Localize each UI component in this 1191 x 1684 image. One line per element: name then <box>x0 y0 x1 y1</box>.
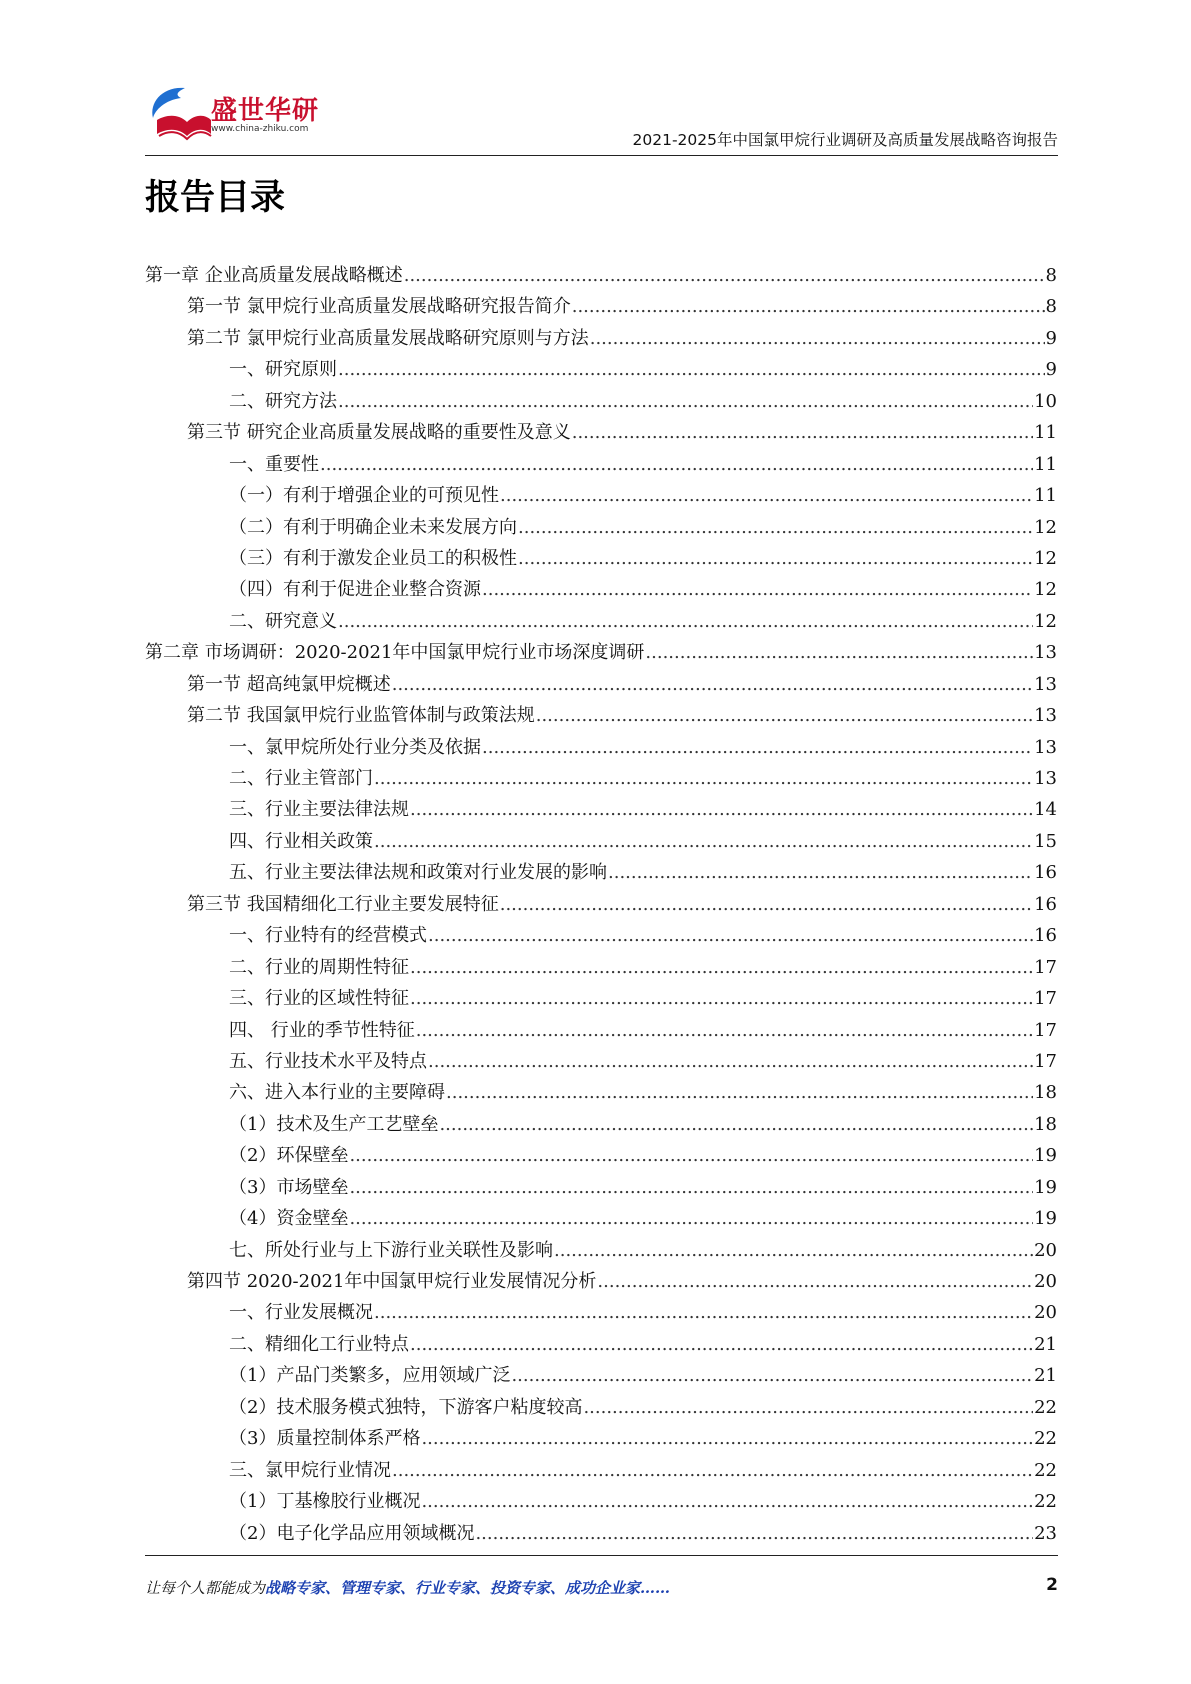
toc-dot-leader <box>590 323 1045 354</box>
toc-entry[interactable] <box>145 669 1057 700</box>
logo-name: 盛世华研 <box>211 96 320 126</box>
toc-dot-leader <box>374 763 1033 794</box>
toc-entry-label: 第三节 我国精细化工行业主要发展特征 <box>187 893 499 915</box>
toc-entry-label: 第二节 氯甲烷行业高质量发展战略研究原则与方法 <box>187 327 589 349</box>
toc-entry[interactable] <box>145 732 1057 763</box>
company-logo <box>145 84 320 144</box>
toc-dot-leader <box>475 1518 1033 1549</box>
toc-entry-label: 第二节 我国氯甲烷行业监管体制与政策法规 <box>187 705 535 727</box>
toc-dot-leader <box>349 1140 1033 1171</box>
toc-entry-page: 15 <box>1034 830 1057 852</box>
toc-entry-label: 三、氯甲烷行业情况 <box>229 1459 391 1481</box>
toc-entry-page: 16 <box>1034 925 1057 947</box>
toc-entry-page: 17 <box>1034 988 1057 1010</box>
footer-slogan-accent: 战略专家、管理专家、行业专家、投资专家、成功企业家…… <box>265 1579 671 1597</box>
toc-dot-leader <box>428 1046 1033 1077</box>
toc-entry-page: 13 <box>1034 705 1057 727</box>
toc-dot-leader <box>392 1455 1033 1486</box>
toc-entry-label: （二）有利于明确企业未来发展方向 <box>229 516 517 538</box>
toc-dot-leader <box>511 1360 1033 1391</box>
toc-entry-label: （3）市场壁垒 <box>229 1176 349 1198</box>
toc-dot-leader <box>572 417 1033 448</box>
toc-dot-leader <box>404 260 1045 291</box>
toc-dot-leader <box>421 1486 1033 1517</box>
toc-dot-leader <box>338 606 1033 637</box>
toc-dot-leader <box>482 732 1033 763</box>
toc-entry[interactable] <box>145 920 1057 951</box>
toc-entry-label: 二、精细化工行业特点 <box>229 1333 409 1355</box>
toc-entry-page: 22 <box>1034 1396 1057 1418</box>
toc-dot-leader <box>536 700 1033 731</box>
toc-entry-page: 9 <box>1045 359 1057 381</box>
toc-entry[interactable] <box>145 889 1057 920</box>
toc-entry[interactable] <box>145 543 1057 574</box>
toc-entry-label: 第一节 超高纯氯甲烷概述 <box>187 673 391 695</box>
toc-entry-page: 10 <box>1034 390 1057 412</box>
toc-dot-leader <box>349 1203 1033 1234</box>
toc-entry[interactable] <box>145 574 1057 605</box>
toc-entry-label: （2）环保壁垒 <box>229 1145 349 1167</box>
toc-entry-page: 11 <box>1034 485 1057 507</box>
header-divider <box>145 155 1058 156</box>
toc-entry[interactable] <box>145 323 1057 354</box>
page-header <box>145 78 1058 158</box>
toc-entry-label: （1）技术及生产工艺壁垒 <box>229 1113 439 1135</box>
toc-entry-page: 19 <box>1034 1208 1057 1230</box>
toc-entry-page: 8 <box>1045 296 1057 318</box>
toc-entry-page: 18 <box>1034 1082 1057 1104</box>
toc-entry-label: 一、重要性 <box>229 453 319 475</box>
toc-entry-label: （2）电子化学品应用领域概况 <box>229 1522 475 1544</box>
toc-dot-leader <box>320 449 1033 480</box>
toc-entry-label: 一、氯甲烷所处行业分类及依据 <box>229 736 481 758</box>
toc-entry-page: 20 <box>1034 1271 1057 1292</box>
toc-entry[interactable] <box>145 637 1057 668</box>
toc-entry-label: 四、 行业的季节性特征 <box>229 1019 415 1041</box>
toc-entry-page: 21 <box>1034 1365 1057 1387</box>
toc-entry-page: 16 <box>1034 862 1057 884</box>
footer-slogan-plain: 让每个人都能成为 <box>145 1579 266 1597</box>
toc-entry-page: 11 <box>1034 422 1057 444</box>
toc-dot-leader <box>645 637 1033 668</box>
toc-entry-page: 12 <box>1034 610 1057 632</box>
toc-entry[interactable] <box>145 1329 1057 1360</box>
toc-entry-page: 22 <box>1034 1428 1057 1450</box>
table-of-contents <box>145 260 1057 1549</box>
toc-dot-leader <box>338 354 1045 385</box>
logo-url: www.china-zhiku.com <box>211 124 309 134</box>
toc-entry[interactable] <box>145 512 1057 543</box>
toc-entry-label: 第四节 2020-2021年中国氯甲烷行业发展情况分析 <box>187 1271 597 1292</box>
toc-entry-label: （4）资金壁垒 <box>229 1208 349 1230</box>
toc-dot-leader <box>608 857 1033 888</box>
toc-dot-leader <box>446 1077 1033 1108</box>
toc-dot-leader <box>518 543 1033 574</box>
toc-entry-page: 16 <box>1034 893 1057 915</box>
toc-entry-label: （一）有利于增强企业的可预见性 <box>229 485 499 507</box>
toc-entry-page: 13 <box>1034 642 1057 664</box>
toc-entry-label: 二、研究意义 <box>229 610 337 632</box>
toc-dot-leader <box>374 826 1033 857</box>
toc-entry[interactable] <box>145 1109 1057 1140</box>
toc-entry[interactable] <box>145 291 1057 322</box>
toc-entry[interactable] <box>145 480 1057 511</box>
toc-entry[interactable] <box>145 952 1057 983</box>
toc-dot-leader <box>374 1297 1033 1328</box>
toc-dot-leader <box>554 1235 1033 1266</box>
toc-entry-page: 17 <box>1034 1050 1057 1072</box>
toc-entry-label: 第二章 市场调研：2020-2021年中国氯甲烷行业市场深度调研 <box>145 642 645 664</box>
toc-entry[interactable] <box>145 983 1057 1014</box>
page-title: 报告目录 <box>145 178 286 218</box>
toc-dot-leader <box>421 1423 1033 1454</box>
toc-entry[interactable] <box>145 1140 1057 1171</box>
toc-entry-page: 8 <box>1045 265 1057 286</box>
toc-entry[interactable] <box>145 449 1057 480</box>
toc-entry-page: 14 <box>1034 799 1057 821</box>
toc-entry-page: 20 <box>1034 1239 1057 1261</box>
toc-dot-leader <box>338 386 1033 417</box>
toc-entry-label: 一、行业特有的经营模式 <box>229 925 427 947</box>
toc-entry[interactable] <box>145 1015 1057 1046</box>
toc-entry-label: 七、所处行业与上下游行业关联性及影响 <box>229 1239 553 1261</box>
toc-dot-leader <box>428 920 1033 951</box>
toc-entry-page: 21 <box>1034 1333 1057 1355</box>
toc-entry-label: （1）丁基橡胶行业概况 <box>229 1491 421 1513</box>
toc-entry-label: 第一章 企业高质量发展战略概述 <box>145 265 403 286</box>
toc-entry-page: 13 <box>1034 673 1057 695</box>
toc-entry-label: （三）有利于激发企业员工的积极性 <box>229 547 517 569</box>
toc-entry[interactable] <box>145 794 1057 825</box>
toc-entry-label: （2）技术服务模式独特，下游客户粘度较高 <box>229 1396 583 1418</box>
toc-entry[interactable] <box>145 1486 1057 1517</box>
toc-entry-label: 五、行业主要法律法规和政策对行业发展的影响 <box>229 862 607 884</box>
toc-dot-leader <box>583 1392 1033 1423</box>
toc-entry-label: （3）质量控制体系严格 <box>229 1428 421 1450</box>
page-footer <box>145 1555 1058 1605</box>
toc-entry[interactable] <box>145 260 1057 291</box>
toc-entry[interactable] <box>145 1235 1057 1266</box>
toc-entry-page: 19 <box>1034 1176 1057 1198</box>
toc-entry-label: 一、行业发展概况 <box>229 1302 373 1324</box>
toc-dot-leader <box>482 574 1033 605</box>
toc-entry-label: 三、行业主要法律法规 <box>229 799 409 821</box>
toc-entry-label: 第一节 氯甲烷行业高质量发展战略研究报告简介 <box>187 296 571 318</box>
toc-entry-label: 三、行业的区域性特征 <box>229 988 409 1010</box>
toc-entry[interactable] <box>145 1360 1057 1391</box>
toc-entry[interactable] <box>145 763 1057 794</box>
toc-entry-label: 五、行业技术水平及特点 <box>229 1050 427 1072</box>
toc-entry[interactable] <box>145 1297 1057 1328</box>
toc-entry-page: 19 <box>1034 1145 1057 1167</box>
toc-entry-page: 12 <box>1034 579 1057 601</box>
toc-entry[interactable] <box>145 606 1057 637</box>
toc-entry[interactable] <box>145 1518 1057 1549</box>
toc-entry-label: 四、行业相关政策 <box>229 830 373 852</box>
footer-slogan <box>145 1577 670 1598</box>
toc-entry-page: 22 <box>1034 1459 1057 1481</box>
toc-entry-page: 20 <box>1034 1302 1057 1324</box>
toc-dot-leader <box>349 1172 1033 1203</box>
logo-emblem-icon <box>145 84 213 144</box>
toc-dot-leader <box>410 794 1033 825</box>
toc-dot-leader <box>500 889 1033 920</box>
toc-entry[interactable] <box>145 1203 1057 1234</box>
toc-dot-leader <box>439 1109 1033 1140</box>
toc-entry[interactable] <box>145 700 1057 731</box>
toc-entry-page: 13 <box>1034 736 1057 758</box>
toc-entry[interactable] <box>145 1077 1057 1108</box>
toc-entry-page: 18 <box>1034 1113 1057 1135</box>
toc-entry[interactable] <box>145 417 1057 448</box>
toc-entry[interactable] <box>145 1423 1057 1454</box>
toc-entry-page: 17 <box>1034 956 1057 978</box>
toc-entry-label: （1）产品门类繁多，应用领域广泛 <box>229 1365 511 1387</box>
page-number: 2 <box>1046 1575 1058 1595</box>
toc-dot-leader <box>500 480 1033 511</box>
toc-entry-label: 二、行业主管部门 <box>229 768 373 789</box>
toc-entry-label: 二、行业的周期性特征 <box>229 956 409 978</box>
toc-entry-page: 12 <box>1034 547 1057 569</box>
toc-entry[interactable] <box>145 1392 1057 1423</box>
toc-entry-page: 13 <box>1034 768 1057 789</box>
toc-entry-page: 11 <box>1034 453 1057 475</box>
toc-dot-leader <box>410 983 1033 1014</box>
toc-entry-page: 17 <box>1034 1019 1057 1041</box>
toc-entry-label: 第三节 研究企业高质量发展战略的重要性及意义 <box>187 422 571 444</box>
toc-entry-label: 六、进入本行业的主要障碍 <box>229 1082 445 1104</box>
report-header-title: 2021-2025年中国氯甲烷行业调研及高质量发展战略咨询报告 <box>632 131 1058 149</box>
toc-dot-leader <box>416 1015 1033 1046</box>
toc-entry-label: 二、研究方法 <box>229 390 337 412</box>
toc-entry-page: 12 <box>1034 516 1057 538</box>
toc-entry-label: 一、研究原则 <box>229 359 337 381</box>
toc-dot-leader <box>410 1329 1033 1360</box>
toc-entry[interactable] <box>145 1172 1057 1203</box>
toc-entry[interactable] <box>145 1046 1057 1077</box>
toc-entry[interactable] <box>145 1455 1057 1486</box>
toc-entry-page: 9 <box>1045 327 1057 349</box>
toc-dot-leader <box>392 669 1033 700</box>
toc-entry-label: （四）有利于促进企业整合资源 <box>229 579 481 601</box>
toc-dot-leader <box>597 1266 1033 1297</box>
toc-entry[interactable] <box>145 354 1057 385</box>
toc-dot-leader <box>572 291 1045 322</box>
toc-dot-leader <box>518 512 1033 543</box>
toc-entry-page: 23 <box>1034 1522 1057 1544</box>
toc-entry[interactable] <box>145 386 1057 417</box>
toc-entry[interactable] <box>145 826 1057 857</box>
footer-divider <box>145 1555 1058 1556</box>
toc-entry-page: 22 <box>1034 1491 1057 1513</box>
toc-entry[interactable] <box>145 857 1057 888</box>
toc-entry[interactable] <box>145 1266 1057 1297</box>
toc-dot-leader <box>410 952 1033 983</box>
